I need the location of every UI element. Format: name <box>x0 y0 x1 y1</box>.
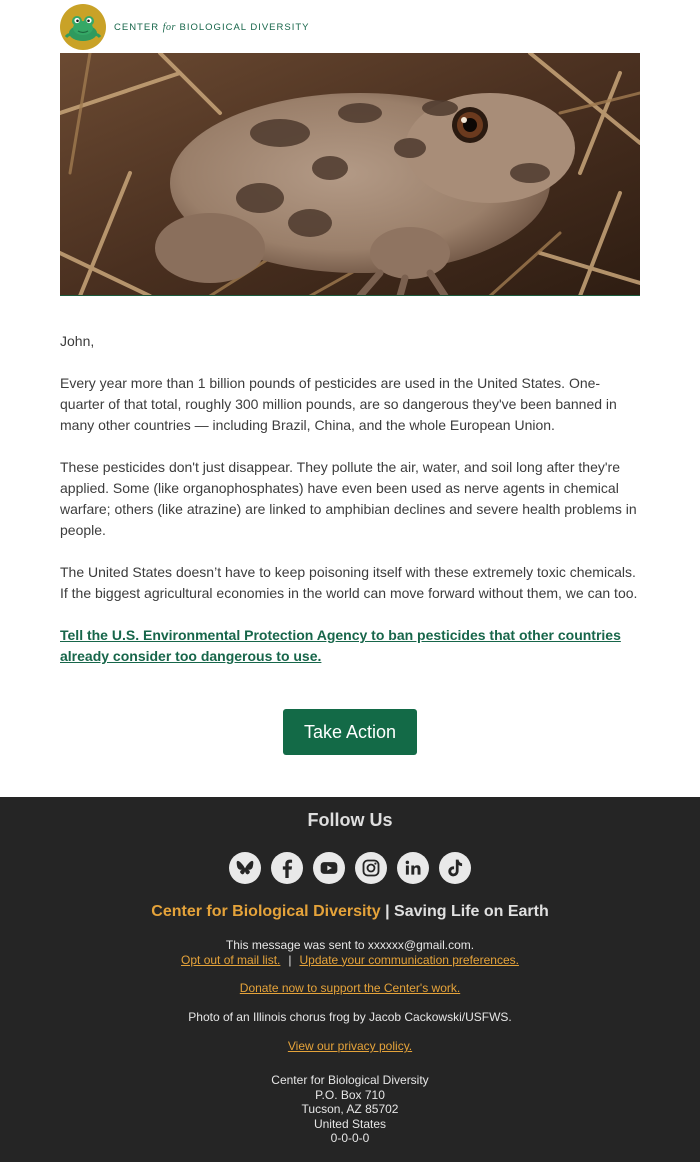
sent-to-block <box>0 938 700 967</box>
logo-wordmark: CENTER for BIOLOGICAL DIVERSITY <box>114 21 310 33</box>
address-line-5: 0-0-0-0 <box>330 1131 370 1145</box>
paragraph-2: These pesticides don't just disappear. They pollute the air, water, and soil long after they're applied. Some (like organophosphates) have even been used as nerve agents in chemical warfare; others (like atrazine) are linked to amphibian declines and severe health problems in people. <box>60 459 637 538</box>
update-preferences-link[interactable]: Update your communication preferences. <box>299 952 519 967</box>
header-logo[interactable] <box>60 4 310 50</box>
org-tagline-line <box>0 903 700 921</box>
paragraph-3: The United States doesn’t have to keep poisoning itself with these extremely toxic chemicals. If the biggest agricultural economies in the world can move forward without them, we can too. <box>60 564 638 601</box>
address-line-1: Center for Biological Diversity <box>271 1073 429 1087</box>
youtube-icon[interactable] <box>313 852 345 884</box>
address-line-2: P.O. Box 710 <box>315 1087 385 1102</box>
address-line-4: United States <box>313 1116 387 1131</box>
greeting: John, <box>60 333 95 349</box>
photo-credit: Photo of an Illinois chorus frog by Jacob Cackowski/USFWS. <box>188 1010 512 1024</box>
org-name[interactable]: Center for Biological Diversity <box>151 903 381 920</box>
bluesky-icon[interactable] <box>229 852 261 884</box>
instagram-icon[interactable] <box>355 852 387 884</box>
facebook-icon[interactable] <box>271 852 303 884</box>
donate-link[interactable]: Donate now to support the Center's work. <box>239 981 461 995</box>
footer <box>0 797 700 1162</box>
frog-logo-icon <box>60 4 106 50</box>
privacy-policy-link[interactable]: View our privacy policy. <box>287 1039 413 1053</box>
email-body <box>60 331 642 688</box>
paragraph-1: Every year more than 1 billion pounds of pesticides are used in the United States. One-quarter of that total, roughly 300 million pounds, are so dangerous they've been banned in many other countries — including Brazil, China, and the whole European Union. <box>60 375 617 433</box>
mailing-address <box>0 1073 700 1146</box>
sent-to-text: This message was sent to xxxxxx@gmail.com. <box>225 938 475 952</box>
take-action-button[interactable]: Take Action <box>283 709 417 755</box>
linkedin-icon[interactable] <box>397 852 429 884</box>
hero-frog-photo <box>60 53 640 296</box>
social-links <box>229 852 471 884</box>
opt-out-link[interactable]: Opt out of mail list. <box>181 952 281 967</box>
org-tagline: Saving Life on Earth <box>394 903 549 920</box>
org-separator: | <box>380 903 395 920</box>
donate-block <box>0 981 700 996</box>
address-line-3: Tucson, AZ 85702 <box>301 1102 399 1116</box>
follow-us-heading: Follow Us <box>307 810 393 830</box>
tiktok-icon[interactable] <box>439 852 471 884</box>
privacy-block <box>0 1039 700 1054</box>
link-separator: | <box>288 952 292 967</box>
cta-text-link[interactable]: Tell the U.S. Environmental Protection Agency to ban pesticides that other countries already consider too dangerous to use. <box>60 627 621 664</box>
